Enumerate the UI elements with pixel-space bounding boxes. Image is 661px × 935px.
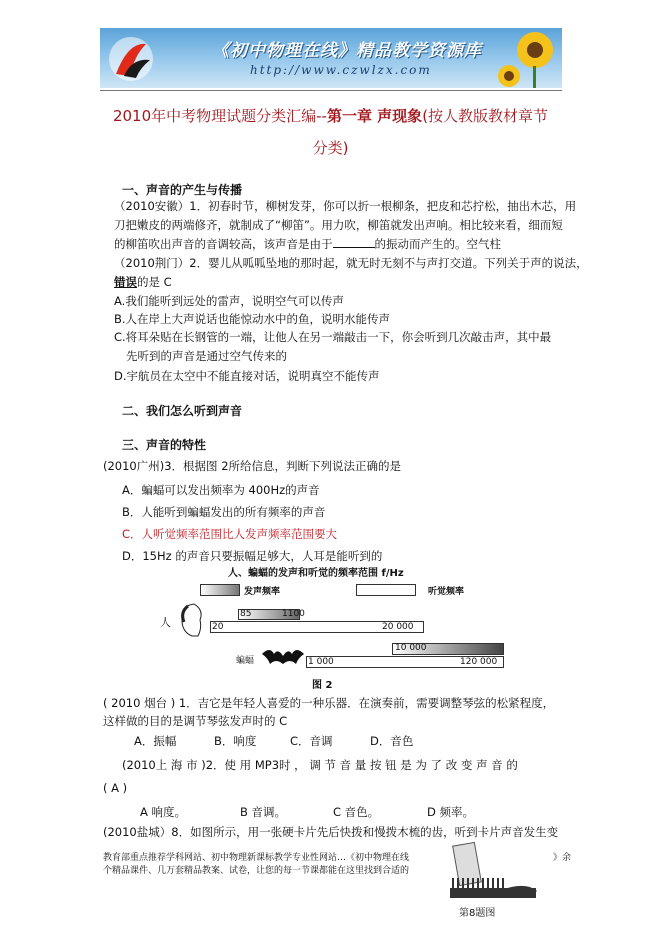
human-emit-low: 85	[240, 609, 252, 619]
q2-option: C.将耳朵贴在长钢管的一端，让他人在另一端敲击一下，你会听到几次敲击声，其中最	[114, 330, 552, 344]
banner-url[interactable]: http://www.czwlzx.com	[250, 63, 432, 77]
q4-option: A．振幅	[134, 734, 177, 748]
page-title: 2010年中考物理试题分类汇编--第一章 声现象(按人教版教材章节	[112, 107, 549, 125]
page-title-line2: 分类)	[312, 139, 349, 157]
bat-hear-high: 120 000	[460, 657, 498, 667]
human-head-icon	[174, 600, 208, 640]
q4-option: B．响度	[214, 734, 257, 748]
site-logo	[106, 34, 156, 84]
human-hear-high: 20 000	[382, 622, 414, 632]
frequency-range-figure	[160, 564, 520, 692]
bat-hear-low: 1 000	[308, 657, 334, 667]
legend-hear-swatch	[356, 584, 416, 596]
q2-option: B.人在岸上大声说话也能惊动水中的鱼，说明水能传声	[114, 312, 391, 326]
q5-option: B 音调。	[240, 805, 287, 819]
legend-emit-swatch	[200, 584, 240, 596]
figure-caption: 图 2	[312, 680, 333, 691]
legend-hear-label: 听觉频率	[428, 587, 465, 597]
q5-text: (2010上 海 市 )2．使 用 MP3时 ， 调 节 音 量 按 钮 是 为 了 改 变 声 音 的	[122, 758, 518, 772]
human-label: 人	[160, 616, 171, 629]
footer-line: 个精品课件、几万套精品教案、试卷，让您的每一节课都能在这里找到合适的	[103, 866, 410, 876]
q4-option: D．音色	[370, 734, 414, 748]
q5-answer: ( A )	[103, 781, 128, 795]
comb-card-image	[446, 840, 538, 906]
bat-icon	[260, 644, 306, 668]
q4-option: C．音调	[290, 734, 333, 748]
bat-emit-low: 10 000	[395, 643, 427, 653]
q3-option: D．15Hz 的声音只要振幅足够大，人耳是能听到的	[122, 549, 383, 563]
q3-stem: (2010广州)3．根据图 2所给信息，判断下列说法正确的是	[103, 459, 402, 473]
q1-text: （2010安徽）1．初春时节，柳树发芽，你可以折一根柳条，把皮和芯拧松，抽出木芯，用	[114, 199, 577, 213]
legend-emit-label: 发声频率	[244, 587, 281, 597]
q2-text: （2010荆门）2．婴儿从呱呱坠地的那时起，就无时无刻不与声打交道。下列关于声的说法，	[114, 256, 588, 270]
q5-option: C 音色。	[333, 805, 380, 819]
q2-text: 错误的是 C	[114, 275, 172, 289]
bat-label: 蝙蝠	[236, 656, 255, 666]
q2-option: 先听到的声音是通过空气传来的	[126, 349, 287, 363]
q6-text: (2010盐城）8．如图所示，用一张硬卡片先后快拨和慢拨木梳的齿，听到卡片声音发生变	[103, 825, 559, 839]
header-banner	[100, 28, 562, 88]
q4-text: ( 2010 烟台 ) 1．吉它是年轻人喜爱的一种乐器．在演奏前，需要调整琴弦的松紧程度，	[103, 696, 555, 710]
q6-figure-caption: 第8题图	[459, 908, 496, 919]
section-heading-3: 三、声音的特性	[122, 438, 207, 452]
header-rule	[100, 90, 562, 91]
q4-text: 这样做的目的是调节琴弦发声时的 C	[103, 714, 288, 728]
q1-text: 的柳笛吹出声音的音调较高，该声音是由于 的振动而产生的。空气柱	[114, 237, 501, 251]
footer-line: 教育部重点推荐学科网站、初中物理新课标教学专业性网站…《初中物理在线	[103, 853, 410, 863]
q5-option: A 响度。	[140, 805, 187, 819]
q2-option: A.我们能听到远处的雷声，说明空气可以传声	[114, 294, 344, 308]
q1-text: 刀把嫩皮的两端修齐，就制成了“柳笛”。用力吹，柳笛就发出声响。相比较来看，细而短	[114, 218, 563, 232]
figure-title: 人、蝙蝠的发声和听觉的频率范围 f/Hz	[228, 568, 404, 579]
q3-option: B．人能听到蝙蝠发出的所有频率的声音	[122, 505, 326, 519]
sunflower-image	[495, 28, 562, 88]
q3-option-correct: C．人听觉频率范围比人发声频率范围要大	[122, 527, 338, 541]
answer-blank	[333, 236, 375, 248]
section-heading-1: 一、声音的产生与传播	[122, 183, 243, 197]
human-hear-low: 20	[212, 622, 224, 632]
section-heading-2: 二、我们怎么听到声音	[122, 404, 243, 418]
q5-option: D 频率。	[427, 805, 475, 819]
footer-line-tail: 》余	[553, 853, 572, 863]
q3-option: A．蝙蝠可以发出频率为 400Hz的声音	[122, 483, 320, 497]
human-emit-high: 1100	[282, 609, 305, 619]
q2-option: D.宇航员在太空中不能直接对话，说明真空不能传声	[114, 369, 380, 383]
banner-title: 《初中物理在线》精品教学资源库	[212, 41, 482, 61]
